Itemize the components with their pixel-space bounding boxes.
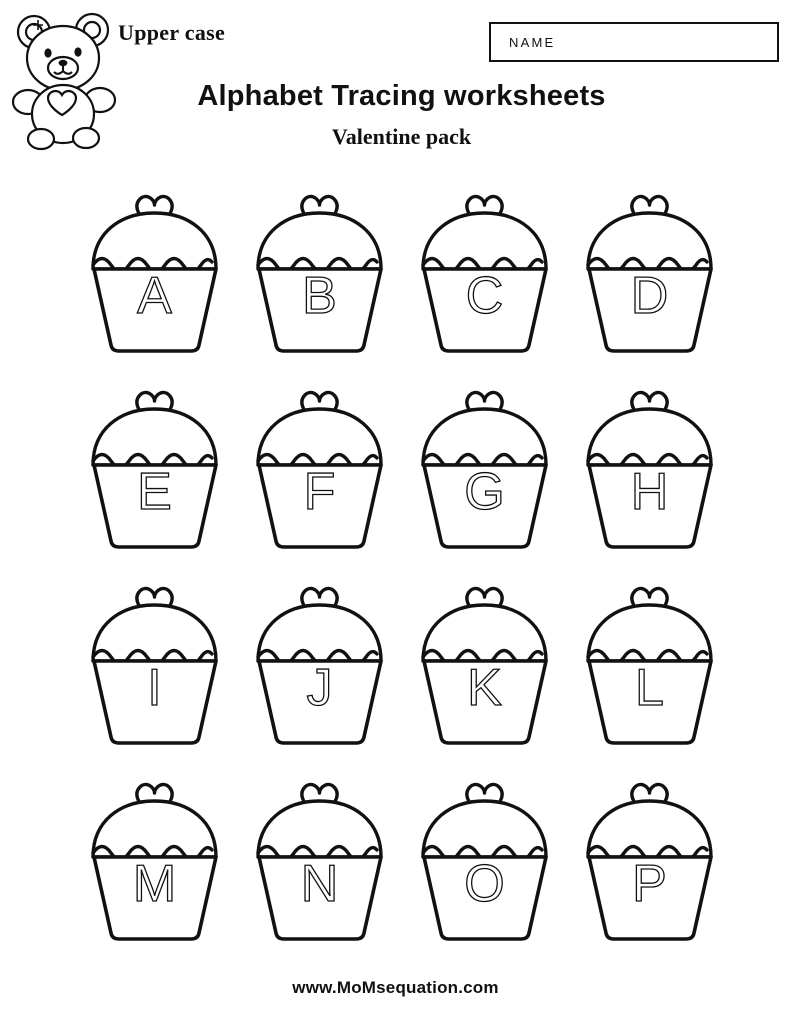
trace-letter: O xyxy=(464,855,505,913)
tracing-cell[interactable] xyxy=(72,185,237,381)
footer-website: www.MoMsequation.com xyxy=(292,978,499,997)
tracing-cell[interactable] xyxy=(567,773,732,969)
trace-letter: H xyxy=(630,463,669,521)
tracing-grid xyxy=(72,185,732,969)
tracing-cell[interactable] xyxy=(402,185,567,381)
tracing-cell[interactable] xyxy=(72,381,237,577)
trace-letter: B xyxy=(302,267,337,325)
trace-letter: N xyxy=(300,855,339,913)
tracing-cell[interactable] xyxy=(237,577,402,773)
tracing-cell[interactable] xyxy=(72,773,237,969)
tracing-cell[interactable] xyxy=(567,381,732,577)
name-label: NAME xyxy=(509,35,556,50)
tracing-cell[interactable] xyxy=(402,381,567,577)
page-title: Alphabet Tracing worksheets xyxy=(197,80,606,112)
name-input-box[interactable] xyxy=(489,22,779,62)
trace-letter: J xyxy=(306,659,333,717)
uppercase-label: Upper case xyxy=(118,20,226,45)
trace-letter: L xyxy=(635,659,664,717)
worksheet-header xyxy=(0,0,791,170)
tracing-cell[interactable] xyxy=(237,381,402,577)
tracing-cell[interactable] xyxy=(72,577,237,773)
trace-letter: A xyxy=(137,267,172,325)
trace-letter: E xyxy=(137,463,172,521)
trace-letter: K xyxy=(467,659,502,717)
trace-letter: P xyxy=(632,855,667,913)
tracing-cell[interactable] xyxy=(567,577,732,773)
tracing-cell[interactable] xyxy=(402,577,567,773)
tracing-cell[interactable] xyxy=(237,185,402,381)
trace-letter: I xyxy=(147,659,162,717)
tracing-cell[interactable] xyxy=(237,773,402,969)
trace-letter: D xyxy=(630,267,669,325)
trace-letter: F xyxy=(303,463,336,521)
tracing-cell[interactable] xyxy=(567,185,732,381)
trace-letter: M xyxy=(132,855,177,913)
page-subtitle: Valentine pack xyxy=(331,124,472,149)
trace-letter: C xyxy=(465,267,504,325)
tracing-cell[interactable] xyxy=(402,773,567,969)
trace-letter: G xyxy=(464,463,505,521)
